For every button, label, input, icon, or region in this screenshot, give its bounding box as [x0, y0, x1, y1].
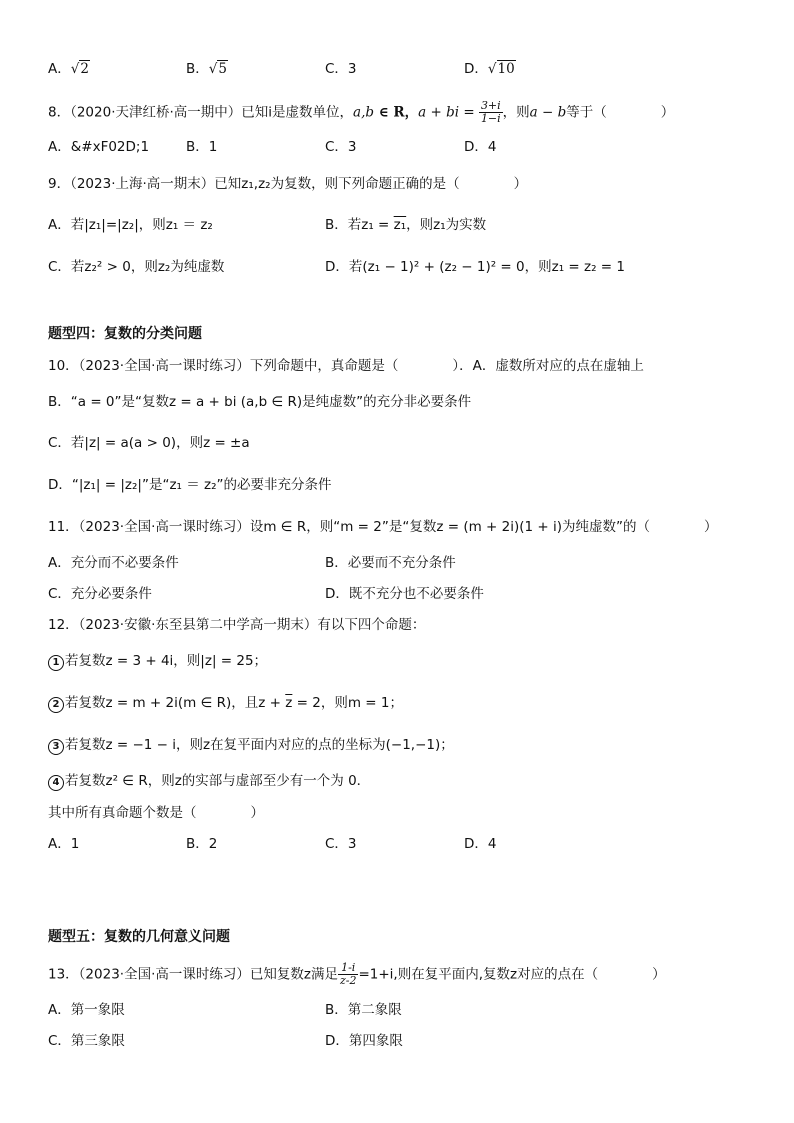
- q7-option-d: D．√10: [464, 61, 515, 77]
- q12-option-d: D．4: [464, 836, 497, 852]
- q9-option-b: B．若z₁ = z₁，则z₁为实数: [325, 217, 487, 233]
- q12-option-c: C．3: [325, 836, 357, 852]
- q10-stem: 10．（2023·全国·高一课时练习）下列命题中，真命题是（ ）．A．虚数所对应的点在虚轴上: [48, 358, 644, 374]
- q13-option-c: C．第三象限: [48, 1033, 125, 1049]
- q12-option-a: A．1: [48, 836, 80, 852]
- q13-option-d: D．第四象限: [325, 1033, 403, 1049]
- q12-item-1: 1 若复数z = 3 + 4i，则|z| = 25；: [48, 651, 267, 671]
- q9-stem: 9．（2023·上海·高一期末）已知z₁,z₂为复数，则下列命题正确的是（ ）: [48, 176, 528, 192]
- q11-option-d: D．既不充分也不必要条件: [325, 586, 484, 602]
- q13-option-a: A．第一象限: [48, 1002, 125, 1018]
- q8-option-c: C．3: [325, 139, 357, 155]
- q11-option-a: A．充分而不必要条件: [48, 555, 179, 571]
- q7-option-c: C．3: [325, 61, 357, 77]
- q8-option-b: B．1: [186, 139, 218, 155]
- q12-item-4: 4 若复数z² ∈ R，则z的实部与虚部至少有一个为 0．: [48, 771, 370, 791]
- q9-option-a: A．若|z₁|=|z₂|，则z₁ ＝ z₂: [48, 217, 213, 233]
- q8-stem: 8．（2020·天津红桥·高一期中）已知i是虚数单位，a,b ∈ R，a + bi = $\frac{3+i}{1-i}$ ，则a − b等于（ ）: [48, 99, 675, 125]
- q12-option-b: B．2: [186, 836, 218, 852]
- q10-option-c: C．若|z| = a(a > 0)，则z = ±a: [48, 435, 250, 451]
- q8-option-a: A．&#xF02D;1: [48, 139, 150, 155]
- q12-stem: 12．（2023·安徽·东至县第二中学高一期末）有以下四个命题：: [48, 617, 426, 633]
- q12-tail: 其中所有真命题个数是（ ）: [48, 805, 264, 821]
- q9-option-d: D．若(z₁ − 1)² + (z₂ − 1)² = 0，则z₁ = z₂ = 1: [325, 259, 625, 275]
- q8-option-d: D．4: [464, 139, 497, 155]
- q7-option-a: A．√2: [48, 61, 89, 77]
- section-5-title: 题型五：复数的几何意义问题: [48, 929, 230, 945]
- q13-option-b: B．第二象限: [325, 1002, 402, 1018]
- q11-option-b: B．必要而不充分条件: [325, 555, 456, 571]
- q10-option-b: B．“a = 0”是“复数z = a + bi (a,b ∈ R)是纯虚数”的充分非必要条件: [48, 394, 472, 410]
- q8-fraction: $\frac{3+i}{1-i}$: [480, 99, 501, 125]
- q7-option-b: B．√5: [186, 61, 227, 77]
- q12-item-3: 3 若复数z = −1 − i，则z在复平面内对应的点的坐标为(−1,−1)；: [48, 735, 454, 755]
- q9-option-c: C．若z₂² > 0，则z₂为纯虚数: [48, 259, 225, 275]
- q12-item-2: 2 若复数z = m + 2i(m ∈ R)，且$z + \overline{z} = 2$，则m = 1；: [48, 693, 403, 713]
- q13-stem: 13．（2023·全国·高一课时练习）已知复数z满足 $\frac{1-i}{z-2}$ =1+i,则在复平面内,复数z对应的点在（ ）: [48, 961, 666, 987]
- q13-fraction: $\frac{1-i}{z-2}$: [339, 961, 357, 987]
- q10-option-d: D．“|z₁| = |z₂|”是“z₁ ＝ z₂”的必要非充分条件: [48, 477, 332, 493]
- q11-stem: 11．（2023·全国·高一课时练习）设m ∈ R，则“m = 2”是“复数z = (m + 2i)(1 + i)为纯虚数”的（ ）: [48, 519, 718, 535]
- q11-option-c: C．充分必要条件: [48, 586, 152, 602]
- section-4-title: 题型四：复数的分类问题: [48, 326, 202, 342]
